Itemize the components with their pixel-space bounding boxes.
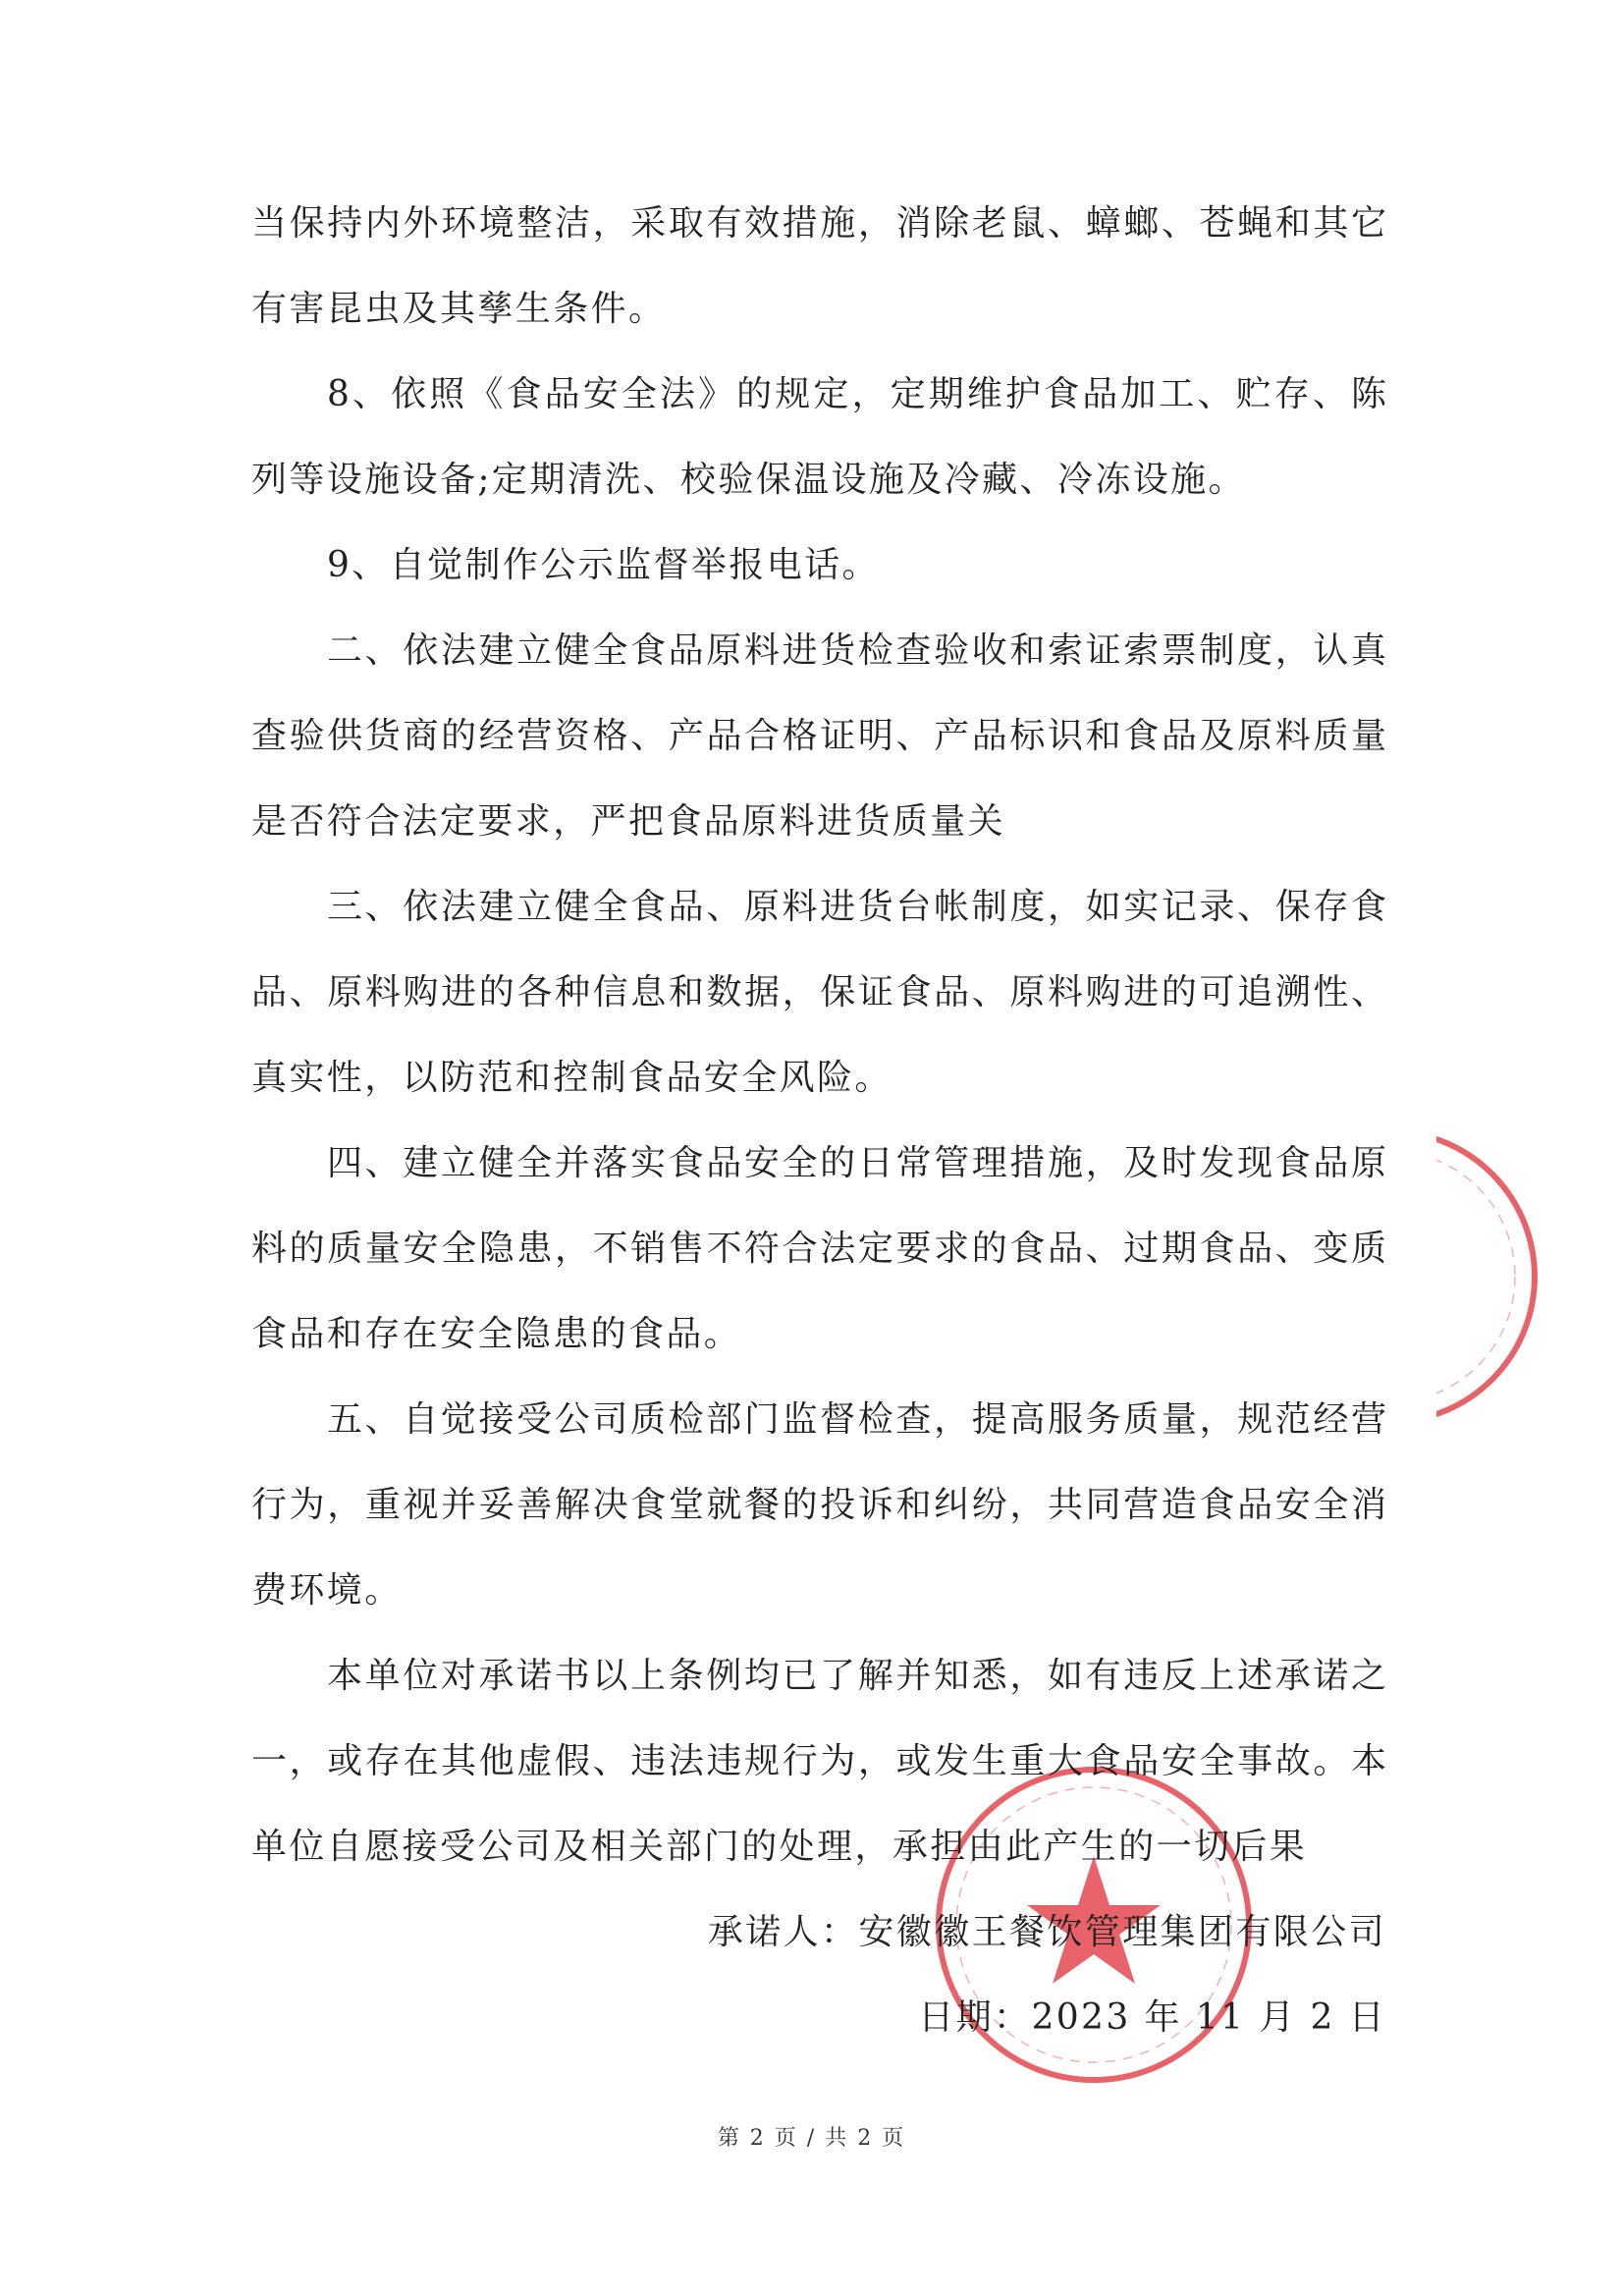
text-line: 是否符合法定要求，严把食品原料进货质量关 xyxy=(251,801,1006,842)
page-number: 第 2 页 / 共 2 页 xyxy=(717,2126,906,2151)
text-line: 食品和存在安全隐患的食品。 xyxy=(251,1314,742,1354)
signatory: 承诺人：安徽徽王餐饮管理集团有限公司 xyxy=(707,1912,1386,1952)
text-line: 单位自愿接受公司及相关部门的处理，承担由此产生的一切后果 xyxy=(251,1827,1308,1867)
text-line: 五、自觉接受公司质检部门监督检查，提高服务质量，规范经营 xyxy=(327,1399,1386,1440)
text-line: 列等设施设备;定期清洗、校验保温设施及冷藏、冷冻设施。 xyxy=(251,460,1246,500)
text-line: 真实性，以防范和控制食品安全风险。 xyxy=(251,1058,893,1098)
text-line: 8、依照《食品安全法》的规定，定期维护食品加工、贮存、陈 xyxy=(327,374,1386,414)
text-line: 费环境。 xyxy=(251,1570,403,1611)
text-line: 品、原料购进的各种信息和数据，保证食品、原料购进的可追溯性、 xyxy=(251,972,1386,1012)
text-line: 四、建立健全并落实食品安全的日常管理措施，及时发现食品原 xyxy=(327,1143,1386,1183)
signature-date: 日期：2023 年 11 月 2 日 xyxy=(918,1997,1386,2038)
text-line: 料的质量安全隐患，不销售不符合法定要求的食品、过期食品、变质 xyxy=(251,1229,1386,1269)
text-line: 本单位对承诺书以上条例均已了解并知悉，如有违反上述承诺之 xyxy=(327,1656,1386,1696)
text-line: 查验供货商的经营资格、产品合格证明、产品标识和食品及原料质量 xyxy=(251,716,1386,756)
text-line: 行为，重视并妥善解决食堂就餐的投诉和纠纷，共同营造食品安全消 xyxy=(251,1485,1386,1525)
text-line: 有害昆虫及其孳生条件。 xyxy=(251,289,667,329)
text-line: 二、依法建立健全食品原料进货检查验收和索证索票制度，认真 xyxy=(327,630,1386,671)
text-line: 9、自觉制作公示监督举报电话。 xyxy=(327,545,880,585)
text-line: 三、依法建立健全食品、原料进货台帐制度，如实记录、保存食 xyxy=(327,887,1386,927)
text-line: 当保持内外环境整洁，采取有效措施，消除老鼠、蟑螂、苍蝇和其它 xyxy=(251,203,1386,244)
text-line: 一，或存在其他虚假、违法违规行为，或发生重大食品安全事故。本 xyxy=(251,1741,1386,1781)
